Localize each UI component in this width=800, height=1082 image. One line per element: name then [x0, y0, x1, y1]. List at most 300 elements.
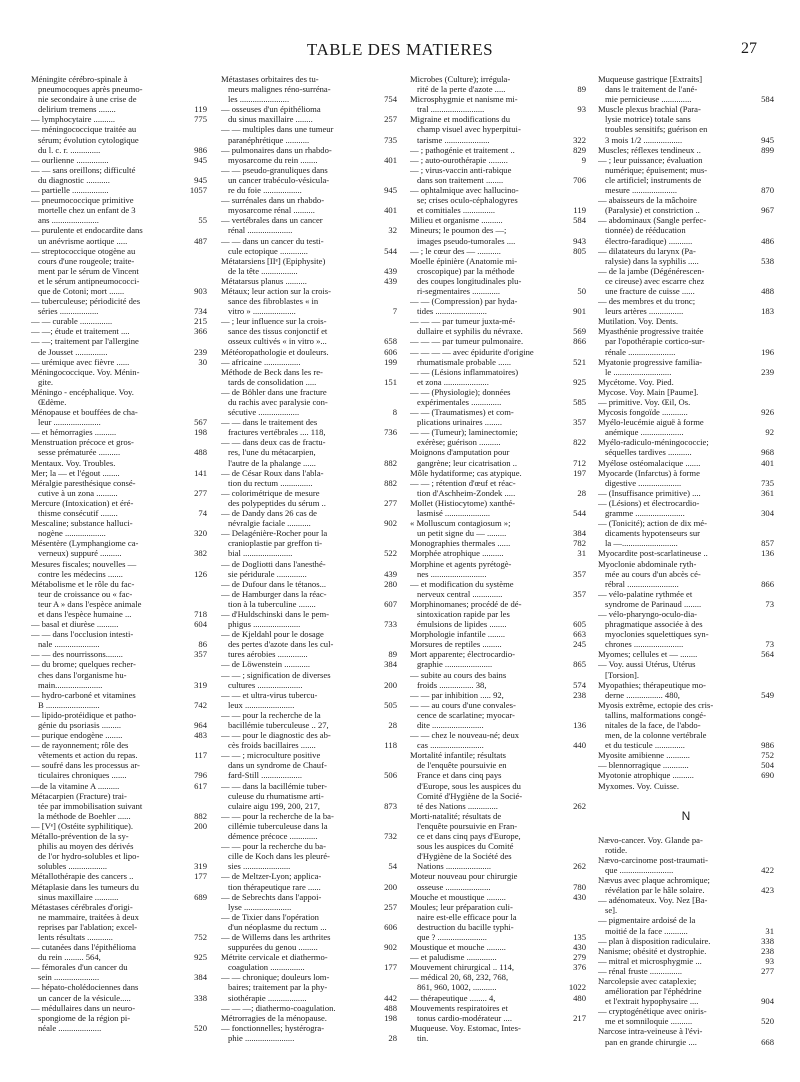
index-page-ref: 361 — [761, 487, 774, 498]
index-entry — [31, 407, 207, 427]
index-entry-line — [31, 165, 207, 175]
index-entry-text: — — pour la recherche du ba- — [221, 841, 326, 852]
index-entry-text: du l. c. r. .............. — [38, 144, 101, 155]
index-entry-text: Milieu et organisme .......... — [410, 215, 503, 226]
index-page-ref: 732 — [384, 831, 397, 842]
index-entry-text: — de Tixier dans l'opération — [221, 911, 319, 922]
index-page-ref: 151 — [384, 376, 397, 387]
index-entry-text: électro-faradique) ........... — [605, 235, 693, 246]
index-entry-line — [410, 760, 586, 770]
index-entry — [410, 649, 586, 669]
index-entry-text: — pigmentaire ardoisé de la — [598, 915, 696, 926]
index-entry-line — [410, 690, 586, 700]
index-entry-line — [221, 205, 397, 215]
index-entry — [598, 377, 774, 387]
index-entry-text: Mescaline; substance halluci- — [31, 518, 133, 529]
section-letter-heading: N — [681, 808, 691, 823]
index-entry-text: — lymphocytaire .......... — [31, 114, 116, 125]
index-entry — [31, 871, 207, 881]
index-entry — [31, 458, 207, 468]
index-page-ref: 73 — [765, 598, 774, 609]
index-page-ref: 199 — [384, 356, 397, 367]
index-entry-line — [221, 902, 397, 912]
index-page-ref: 196 — [761, 346, 774, 357]
index-entry-text: Comité d'Hygiène de la Socié- — [417, 790, 523, 801]
index-entry-line — [410, 639, 586, 649]
index-entry-line — [31, 821, 207, 831]
index-entry-line — [598, 781, 774, 791]
index-entry-line — [221, 286, 397, 296]
index-entry-text: osseux cultivés « in vitro »... — [228, 336, 327, 347]
index-entry-line — [31, 276, 207, 286]
index-entry — [221, 488, 397, 508]
index-columns — [31, 74, 775, 1074]
index-entry-line — [31, 569, 207, 579]
index-entry — [410, 225, 586, 245]
index-entry-line — [410, 861, 586, 871]
index-entry-line — [31, 811, 207, 821]
index-entry-text: Métastases cérébrales d'origi- — [31, 901, 133, 912]
index-entry-text: Nævo-cancer. Voy. Glande pa- — [598, 834, 703, 845]
index-entry-line — [598, 225, 774, 235]
index-entry-line — [221, 690, 397, 700]
index-entry-text: Moelle épinière (Anatomie mi- — [410, 255, 518, 266]
index-entry — [221, 659, 397, 669]
index-entry-text: cillémie tuberculeuse dans la — [228, 820, 328, 831]
index-entry-line — [31, 851, 207, 861]
index-entry-line — [221, 892, 397, 902]
index-entry-text: leur ...................... — [38, 417, 101, 428]
index-page-ref: 217 — [573, 1012, 586, 1023]
index-entry-text: se]. — [605, 905, 618, 916]
index-page-ref: 198 — [194, 427, 207, 438]
index-page-ref: 215 — [194, 316, 207, 327]
index-entry-text: rébral ........................ — [605, 578, 679, 589]
index-page-ref: 663 — [573, 629, 586, 640]
index-entry-line — [221, 225, 397, 235]
index-entry-line — [221, 811, 397, 821]
index-entry-line — [221, 629, 397, 639]
index-entry-line — [410, 942, 586, 952]
index-entry-line — [221, 215, 397, 225]
index-page-ref: 239 — [194, 346, 207, 357]
index-entry-line — [221, 579, 397, 589]
index-page-ref: 967 — [761, 205, 774, 216]
index-entry — [410, 690, 586, 700]
index-page-ref: 89 — [388, 649, 397, 660]
index-entry — [598, 875, 774, 895]
index-entry-text: dicaments hypotenseurs sur — [605, 528, 700, 539]
index-entry-text: Métabolisme et le rôle du fac- — [31, 578, 135, 589]
index-page-ref: 829 — [573, 144, 586, 155]
index-entry-text: cranioplastie par greffon ti- — [228, 538, 323, 549]
index-entry-text: reprises par l'ablation; excel- — [38, 921, 138, 932]
index-entry-text: Moignons d'amputation pour — [410, 447, 510, 458]
index-entry-line — [598, 629, 774, 639]
index-page-ref: 55 — [198, 215, 207, 226]
index-entry-text: — ; pathogénie et traitement .. — [410, 144, 515, 155]
index-entry-text: génie du psoriasis ......... — [38, 720, 122, 730]
index-entry — [221, 750, 397, 780]
index-entry-text: — de Dufour dans le tétanos... — [221, 578, 327, 589]
index-entry — [31, 326, 207, 336]
index-entry — [598, 488, 774, 498]
index-entry-line — [31, 155, 207, 165]
index-entry — [410, 972, 586, 992]
index-entry — [410, 670, 586, 690]
index-entry — [221, 690, 397, 710]
index-entry-line — [31, 861, 207, 871]
index-entry-text: solubles .................. — [38, 861, 107, 872]
index-entry — [598, 659, 774, 679]
index-entry-line — [410, 266, 586, 276]
index-entry-text: Métaux; leur action sur la crois- — [221, 285, 332, 296]
index-entry-line — [410, 94, 586, 104]
index-entry-text: Morphologie infantile ........ — [410, 629, 505, 640]
index-entry — [31, 710, 207, 730]
index-entry — [410, 811, 586, 872]
index-entry-text: — de Sebrechts dans l'appoi- — [221, 891, 322, 902]
index-entry-text: — basal et diurèse .......... — [31, 619, 119, 630]
index-entry-line — [410, 922, 586, 932]
index-entry — [221, 579, 397, 589]
index-entry-text: tards de consolidation ..... — [228, 376, 317, 387]
index-entry — [598, 548, 774, 558]
index-entry-text: — thérapeutique ........ 4, — [410, 992, 496, 1003]
index-entry-line — [410, 276, 586, 286]
index-entry-text: — purulente et endocardite dans — [31, 225, 143, 236]
index-page-ref: 257 — [384, 114, 397, 125]
index-entry-line — [598, 286, 774, 296]
index-page-ref: 257 — [384, 901, 397, 912]
index-entry — [31, 367, 207, 387]
index-entry-text: nerveux central .............. — [417, 588, 503, 599]
index-entry-line — [598, 175, 774, 185]
index-page-ref: 239 — [761, 366, 774, 377]
index-entry-text: du rachis avec paralysie con- — [228, 397, 328, 407]
index-entry-text: de Jousset ............... — [38, 346, 108, 357]
index-entry-line — [31, 185, 207, 195]
index-entry-line — [410, 700, 586, 710]
index-entry-text: — de la jambe (Dégénérescen- — [598, 265, 705, 276]
index-entry-line — [598, 276, 774, 286]
index-entry-text: sintoxication rapide par les — [417, 608, 510, 619]
index-entry-line — [598, 185, 774, 195]
index-page-ref: 93 — [765, 955, 774, 966]
index-entry-line — [31, 882, 207, 892]
index-entry-text: de l'enquête poursuivie en — [417, 760, 507, 771]
index-entry-text: — ; leur puissance; évaluation — [598, 154, 703, 165]
index-entry — [598, 437, 774, 457]
index-page-ref: 304 — [761, 508, 774, 519]
index-page-ref: 74 — [198, 508, 207, 519]
index-entry-line — [410, 175, 586, 185]
index-entry — [598, 956, 774, 966]
index-entry-text: — — sans oreillons; difficulté — [31, 164, 136, 175]
index-entry-line — [410, 882, 586, 892]
index-entry-text: Métatarsus planus .......... — [221, 275, 307, 286]
index-entry — [31, 882, 207, 902]
index-entry — [410, 548, 586, 558]
index-entry-text: — tuberculeuse; périodicité des — [31, 296, 141, 307]
index-entry-line — [410, 104, 586, 114]
index-entry-text: France et dans cinq pays — [417, 770, 502, 781]
index-entry-text: et comitiales ............... — [417, 205, 496, 216]
index-entry-line — [31, 417, 207, 427]
index-entry-text: ne mammaire, traitées à deux — [38, 911, 139, 922]
index-page-ref: 902 — [384, 942, 397, 953]
index-entry-line — [598, 427, 774, 437]
index-entry-line — [410, 458, 586, 468]
index-entry-line — [221, 518, 397, 528]
index-page-ref: 690 — [761, 770, 774, 781]
index-page-ref: 92 — [765, 427, 774, 438]
index-entry-line — [410, 195, 586, 205]
index-entry-text: — ophtalmique avec hallucino- — [410, 185, 519, 196]
index-entry-text: anémique .................... — [605, 427, 684, 438]
index-entry-line — [221, 377, 397, 387]
index-page-ref: 28 — [388, 720, 397, 730]
index-entry-line — [221, 750, 397, 760]
index-entry — [410, 145, 586, 155]
index-entry-text: Moules; leur préparation culi- — [410, 901, 513, 912]
index-page-ref: 925 — [573, 376, 586, 387]
index-page-ref: 604 — [194, 619, 207, 630]
index-entry-text: sies ...................... — [228, 861, 291, 872]
index-entry — [598, 266, 774, 296]
index-entry-line — [410, 286, 586, 296]
index-entry-line — [598, 124, 774, 134]
index-entry — [598, 195, 774, 215]
index-entry-line — [31, 700, 207, 710]
index-entry-line — [410, 306, 586, 316]
index-entry — [221, 528, 397, 558]
index-entry-line — [410, 871, 586, 881]
index-entry-line — [598, 720, 774, 730]
index-entry-line — [598, 417, 774, 427]
index-entry-line — [221, 760, 397, 770]
page-number: 27 — [741, 40, 757, 57]
index-page-ref: 943 — [573, 235, 586, 246]
index-entry-text: Métrite cervicale et diathermo- — [221, 952, 328, 963]
index-entry-text: nie secondaire à une crise de — [38, 94, 137, 105]
index-entry-text: dans un syndrome de Chauf- — [228, 760, 327, 771]
index-entry — [598, 946, 774, 956]
index-entry-line — [410, 559, 586, 569]
index-entry-text: tion thérapeutique rare ...... — [228, 881, 321, 892]
index-entry-line — [31, 447, 207, 457]
index-entry-line — [410, 670, 586, 680]
index-entry-text: culeuse du rhumatisme arti- — [228, 790, 324, 801]
index-entry — [410, 962, 586, 972]
index-entry-line — [598, 538, 774, 548]
index-entry-text: amélioration par l'éphédrine — [605, 986, 702, 997]
index-entry-line — [410, 619, 586, 629]
index-entry-line — [598, 94, 774, 104]
index-entry-text: meurs malignes réno-surréna- — [228, 84, 331, 95]
index-entry-text: — fonctionnelles; hystérogra- — [221, 1022, 325, 1033]
index-entry-line — [221, 861, 397, 871]
index-column-4 — [598, 74, 774, 1074]
index-entry-text: Méningite cérébro-spinale à — [31, 74, 128, 84]
index-entry — [410, 892, 586, 902]
index-entry-line — [598, 74, 774, 84]
index-entry-text: cours d'une rougeole; traite- — [38, 255, 135, 266]
index-page-ref: 357 — [194, 649, 207, 660]
index-entry-text: — ; virus-vaccin anti-rabique — [410, 164, 512, 175]
index-entry-text: — [Vᵉ] (Ostéite syphilitique). — [31, 820, 133, 831]
index-entry-line — [221, 357, 397, 367]
index-entry — [31, 791, 207, 821]
index-entry-line — [410, 892, 586, 902]
index-entry-line — [221, 397, 397, 407]
index-entry-line — [221, 649, 397, 659]
index-entry — [221, 609, 397, 629]
index-entry-line — [410, 1033, 586, 1043]
index-entry-text: — vertébrales dans un cancer — [221, 215, 323, 226]
index-page-ref: 544 — [573, 508, 586, 519]
index-entry-line — [410, 720, 586, 730]
index-entry — [598, 387, 774, 397]
index-entry-line — [598, 569, 774, 579]
index-entry-text: une fracture de cuisse ...... — [605, 285, 695, 296]
index-entry-line — [31, 750, 207, 760]
index-entry — [410, 942, 586, 952]
index-entry-text: [Torsion]. — [605, 669, 640, 680]
index-entry-line — [31, 922, 207, 932]
index-entry — [221, 104, 397, 124]
index-entry — [221, 316, 397, 346]
index-entry-line — [598, 770, 774, 780]
index-entry-line — [221, 821, 397, 831]
index-page-ref: 277 — [194, 487, 207, 498]
index-page-ref: 262 — [573, 800, 586, 811]
index-page-ref: 357 — [573, 588, 586, 599]
index-entry-text: révélation par le hâle solaire. — [605, 885, 705, 896]
index-entry-line — [31, 478, 207, 488]
index-entry — [410, 316, 586, 336]
index-entry-text: que ......................... — [605, 864, 674, 875]
index-entry-text: Mercure (Intoxication) et éré- — [31, 497, 134, 508]
index-page-ref: 782 — [573, 538, 586, 549]
index-entry-line — [410, 579, 586, 589]
index-entry-line — [31, 972, 207, 982]
index-entry-text: — — pour la recherche de la ba- — [221, 810, 334, 821]
index-page-ref: 439 — [384, 568, 397, 579]
index-entry-text: — — pour le diagnostic des ab- — [221, 730, 331, 741]
index-entry-text: — médical 20, 68, 232, 768, — [410, 972, 509, 983]
index-entry-text: fractures vertébrales .... 118, — [228, 427, 326, 438]
index-entry-line — [410, 1013, 586, 1023]
index-entry-line — [410, 528, 586, 538]
index-entry-line — [221, 952, 397, 962]
index-entry-line — [410, 801, 586, 811]
index-entry-text: les ....................... — [228, 94, 290, 105]
index-entry-line — [598, 946, 774, 956]
index-entry — [31, 629, 207, 649]
index-entry-line — [31, 932, 207, 942]
page-title: TABLE DES MATIERES — [306, 40, 494, 59]
index-entry-text: phragmatique associée à des — [605, 619, 703, 630]
index-entry-line — [221, 710, 397, 720]
index-entry-text: rité de la perte d'azote ..... — [417, 84, 506, 95]
index-entry-line — [221, 135, 397, 145]
index-entry-line — [221, 498, 397, 508]
index-entry — [410, 74, 586, 94]
index-entry — [31, 962, 207, 982]
index-entry-line — [598, 976, 774, 986]
index-entry-line — [598, 498, 774, 508]
index-entry-text: Mouche et moustique ......... — [410, 891, 506, 902]
index-entry-text: sécutive ................... — [228, 407, 300, 418]
index-entry-text: sesse prématurée .......... — [38, 447, 121, 458]
index-entry-text: — ; auto-ourothérapie ......... — [410, 154, 508, 165]
index-page-ref: 422 — [761, 864, 774, 875]
index-entry-line — [31, 1003, 207, 1013]
index-entry — [598, 498, 774, 518]
index-entry — [221, 276, 397, 286]
index-entry-line — [410, 468, 586, 478]
index-page-ref: 200 — [194, 820, 207, 831]
index-entry-text: Métatarsiens [IIᵉ] (Epiphysite) — [221, 255, 326, 266]
index-entry — [598, 215, 774, 245]
index-entry — [31, 296, 207, 316]
index-entry-text: — de rayonnement; rôle des — [31, 740, 129, 751]
index-entry-line — [410, 710, 586, 720]
index-entry-text: baires; traitement par la phy- — [228, 982, 328, 993]
index-entry-line — [598, 336, 774, 346]
index-entry-text: vêtements et action du repas. — [38, 750, 138, 761]
index-page-ref: 733 — [384, 619, 397, 630]
index-page-ref: 505 — [384, 699, 397, 710]
index-entry-line — [31, 740, 207, 750]
index-entry-text: cultures ..................... — [228, 679, 303, 690]
index-entry — [31, 316, 207, 326]
index-entry-text: lysie motrice) totale sans — [605, 114, 691, 125]
index-entry-text: nale ..................... — [38, 639, 100, 650]
index-entry-line — [598, 357, 774, 367]
index-entry-text: Myatonie progressive familia- — [598, 356, 703, 367]
index-column-3 — [410, 74, 586, 1074]
index-entry — [31, 437, 207, 457]
index-entry — [410, 952, 586, 962]
index-entry-text: Méthode de Beck dans les re- — [221, 366, 323, 377]
index-page-ref: 605 — [573, 619, 586, 630]
index-entry-line — [598, 1006, 774, 1016]
index-page-ref: 805 — [573, 245, 586, 256]
index-entry-line — [31, 347, 207, 357]
index-entry-line — [31, 306, 207, 316]
index-page-ref: 126 — [194, 568, 207, 579]
index-entry-line — [31, 236, 207, 246]
index-entry-line — [410, 114, 586, 124]
index-entry-line — [31, 205, 207, 215]
index-entry-text: sance des tissus conjonctif et — [228, 326, 328, 337]
index-entry-line — [410, 347, 586, 357]
index-entry — [410, 407, 586, 427]
index-entry — [410, 518, 586, 538]
index-entry — [598, 397, 774, 407]
index-entry-text: — abaisseurs de la mâchoire — [598, 195, 697, 206]
index-entry-text: tonus cardio-modérateur .... — [417, 1012, 512, 1023]
index-page-ref: 506 — [384, 770, 397, 781]
index-page-ref: 899 — [761, 144, 774, 155]
index-entry — [598, 895, 774, 915]
index-page-ref: 483 — [194, 730, 207, 741]
index-entry-line — [410, 447, 586, 457]
index-entry-line — [598, 579, 774, 589]
index-entry-line — [410, 902, 586, 912]
